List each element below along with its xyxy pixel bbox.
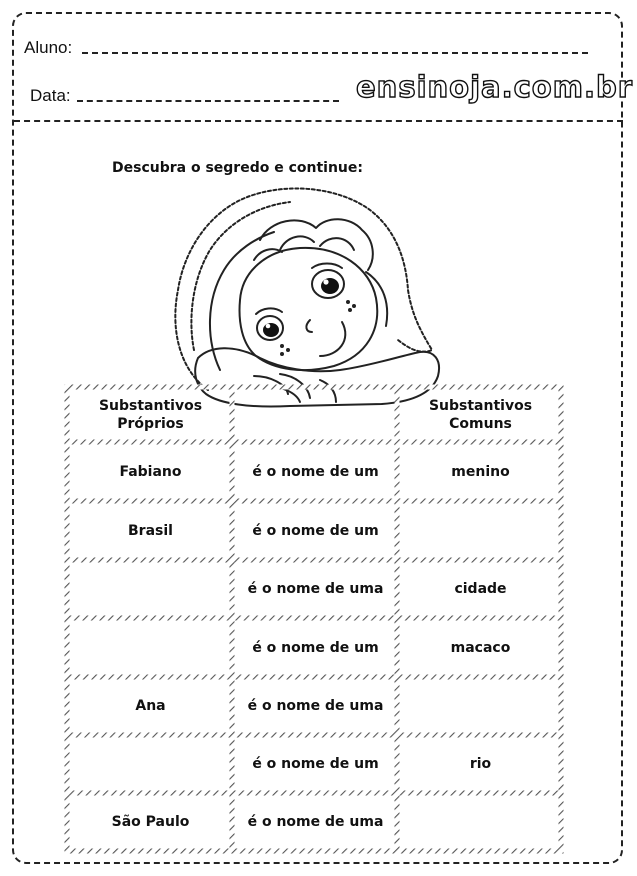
connector-cell: é o nome de um (252, 756, 379, 773)
connector-cell: é o nome de um (252, 463, 379, 480)
common-noun-cell: macaco (450, 639, 511, 656)
date-label: Data: (30, 86, 71, 105)
proper-noun-cell[interactable] (69, 562, 232, 618)
header-common-nouns: Substantivos Comuns (428, 398, 533, 432)
student-label: Aluno: (24, 38, 73, 57)
header-proper-nouns: Substantivos Próprios (98, 398, 203, 432)
proper-noun-cell: Brasil (128, 522, 173, 539)
connector-cell: é o nome de um (252, 639, 379, 656)
connector-cell: é o nome de um (252, 522, 379, 539)
connector-cell: é o nome de uma (247, 814, 384, 831)
connector-cell: é o nome de uma (247, 581, 384, 598)
common-noun-cell: rio (469, 756, 492, 773)
date-line[interactable] (77, 100, 339, 102)
common-noun-cell[interactable] (399, 679, 562, 735)
common-noun-cell[interactable] (399, 795, 562, 851)
header-middle (234, 389, 397, 442)
common-noun-cell[interactable] (399, 503, 562, 560)
noun-table (64, 384, 564, 854)
proper-noun-cell: Fabiano (119, 463, 182, 480)
proper-noun-cell: Ana (135, 698, 166, 715)
proper-noun-cell[interactable] (69, 737, 232, 793)
proper-noun-cell[interactable] (69, 620, 232, 677)
student-name-line[interactable] (82, 52, 588, 54)
common-noun-cell: menino (451, 463, 510, 480)
proper-noun-cell: São Paulo (111, 814, 190, 831)
common-noun-cell: cidade (454, 581, 507, 598)
site-logo: ensinoja.com.br (356, 70, 634, 104)
header-divider (14, 120, 623, 122)
instruction-text: Descubra o segredo e continue: (112, 160, 363, 176)
connector-cell: é o nome de uma (247, 698, 384, 715)
